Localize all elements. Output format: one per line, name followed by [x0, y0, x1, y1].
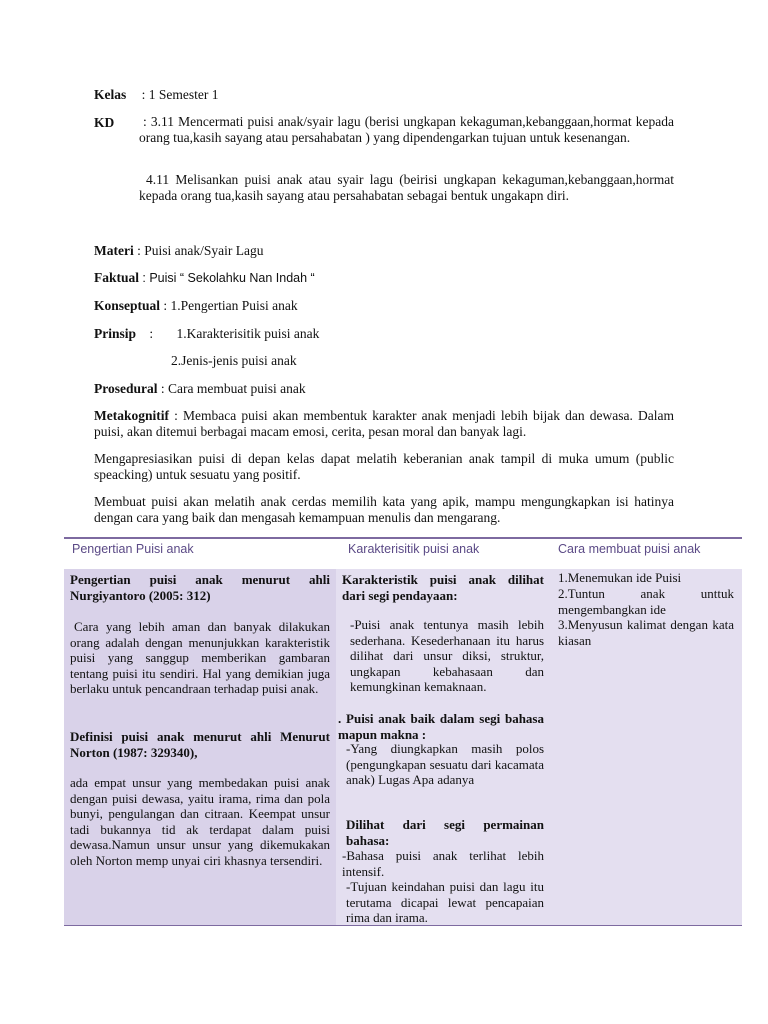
kelas-line	[94, 87, 219, 103]
metakognitif-paragraph	[94, 408, 674, 440]
materi-value: : Puisi anak/Syair Lagu	[137, 243, 264, 258]
table-header-cara: Cara membuat puisi anak	[558, 542, 701, 556]
table-cell-pengertian	[64, 569, 336, 925]
metakognitif-label: Metakognitif	[94, 408, 169, 423]
karakteristik-text-1: -Puisi anak tentunya masih lebih sederhana. Kesederhanaan itu harus dilihat dari unsur diksi, struktur, ungkapan kebahasaan dan kemungkinan kemaknaan.	[350, 617, 544, 694]
faktual-label: Faktual	[94, 270, 140, 285]
membuat-puisi-paragraph: Membuat puisi akan melatih anak cerdas memilih kata yang apik, mampu mengungkapkan isi hatinya dengan cara yang baik dan mengasah kemampuan menulis dan mengarang.	[94, 494, 674, 525]
cara-item-3: 3.Menyusun kalimat dengan kata kiasan	[558, 617, 734, 648]
karakteristik-heading-3: Dilihat dari segi permainan bahasa:	[346, 817, 544, 848]
karakteristik-text-2: -Yang diungkapkan masih polos (pengungkapan sesuatu dari kacamata anak) Lugas Apa adanya	[346, 741, 544, 787]
prinsip-label: Prinsip	[94, 326, 137, 341]
prinsip-line	[94, 326, 319, 342]
definisi-text: ada empat unsur yang membedakan puisi anak dengan puisi dewasa, yaitu irama, rima dan pola bunyi, pengulangan dan citraan. Keempat unsur tadi bukannya tid ak terdapat dalam puisi dewasa.Namun unsur unsur yang dikemukakan oleh Norton memp unyai ciri khasnya tersendiri.	[70, 775, 330, 868]
cara-item-2: 2.Tuntun anak unttuk mengembangkan ide	[558, 586, 734, 617]
prinsip-item-2: 2.Jenis-jenis puisi anak	[171, 353, 297, 368]
karakteristik-heading: Karakteristik puisi anak dilihat dari segi pendayaan:	[342, 572, 544, 603]
table-cell-cara	[554, 569, 742, 925]
kelas-label: Kelas	[94, 87, 127, 102]
prinsip-item-1: 1.Karakterisitik puisi anak	[176, 326, 320, 341]
kelas-value: : 1 Semester 1	[141, 87, 219, 102]
table-header-pengertian: Pengertian Puisi anak	[72, 542, 194, 556]
table-cell-karakteristik	[338, 569, 552, 925]
apresiasi-paragraph: Mengapresiasikan puisi di depan kelas dapat melatih keberanian anak tampil di muka umum (public speacking) untuk sesuatu yang positif.	[94, 451, 674, 482]
prosedural-value: : Cara membuat puisi anak	[160, 381, 306, 396]
karakteristik-heading-2: . Puisi anak baik dalam segi bahasa mapun makna :	[338, 711, 544, 742]
definisi-heading: Definisi puisi anak menurut ahli Menurut Norton (1987: 329340),	[70, 729, 330, 760]
konseptual-line	[94, 298, 298, 314]
materi-label: Materi	[94, 243, 134, 258]
konseptual-value: : 1.Pengertian Puisi anak	[163, 298, 298, 313]
pengertian-heading: Pengertian puisi anak menurut ahli Nurgiyantoro (2005: 312)	[70, 572, 330, 603]
pengertian-text: Cara yang lebih aman dan banyak dilakukan orang adalah dengan menunjukkan karakteristik puisi yang sanggup memberikan gambaran tentang puisi itu sendiri. Hal yang demikian juga berlaku untuk pencandraan terhadap puisi anak.	[70, 619, 330, 696]
konseptual-label: Konseptual	[94, 298, 161, 313]
faktual-value: : Puisi “ Sekolahku Nan Indah “	[142, 271, 315, 285]
karakteristik-text-3: -Bahasa puisi anak terlihat lebih intensif.	[342, 848, 544, 879]
prinsip-colon: :	[149, 326, 154, 341]
table-header-karakteristik: Karakterisitik puisi anak	[348, 542, 480, 556]
metakognitif-value: : Membaca puisi akan membentuk karakter anak menjadi lebih bijak dan dewasa. Dalam puisi, akan ditemui berbagai macam emosi, cerita, pesan moral dan banyak lagi.	[94, 408, 675, 439]
prosedural-line	[94, 381, 306, 397]
table-header-row	[64, 537, 742, 571]
kd-item-2: 4.11 Melisankan puisi anak atau syair lagu (beirisi ungkapan kekaguman,kebanggaan,hormat kepada orang tua,kasih sayang atau persahabatan sebagai bentuk ungakapn diri.	[139, 172, 674, 203]
karakteristik-text-4: -Tujuan keindahan puisi dan lagu itu terutama dicapai lewat pencapaian rima dan irama.	[346, 879, 544, 925]
materi-line	[94, 243, 263, 259]
kd-label: KD	[94, 115, 115, 130]
kd-item-1: : 3.11 Mencermati puisi anak/syair lagu (berisi ungkapan kekaguman,kebanggaan,hormat kepada orang tua,kasih sayang atau persahabatan ) yang dipendengarkan tujuan untuk kesenangan.	[139, 114, 674, 145]
cara-item-1: 1.Menemukan ide Puisi	[558, 570, 682, 585]
prosedural-label: Prosedural	[94, 381, 158, 396]
table-body-row	[64, 569, 742, 926]
faktual-line	[94, 270, 315, 286]
